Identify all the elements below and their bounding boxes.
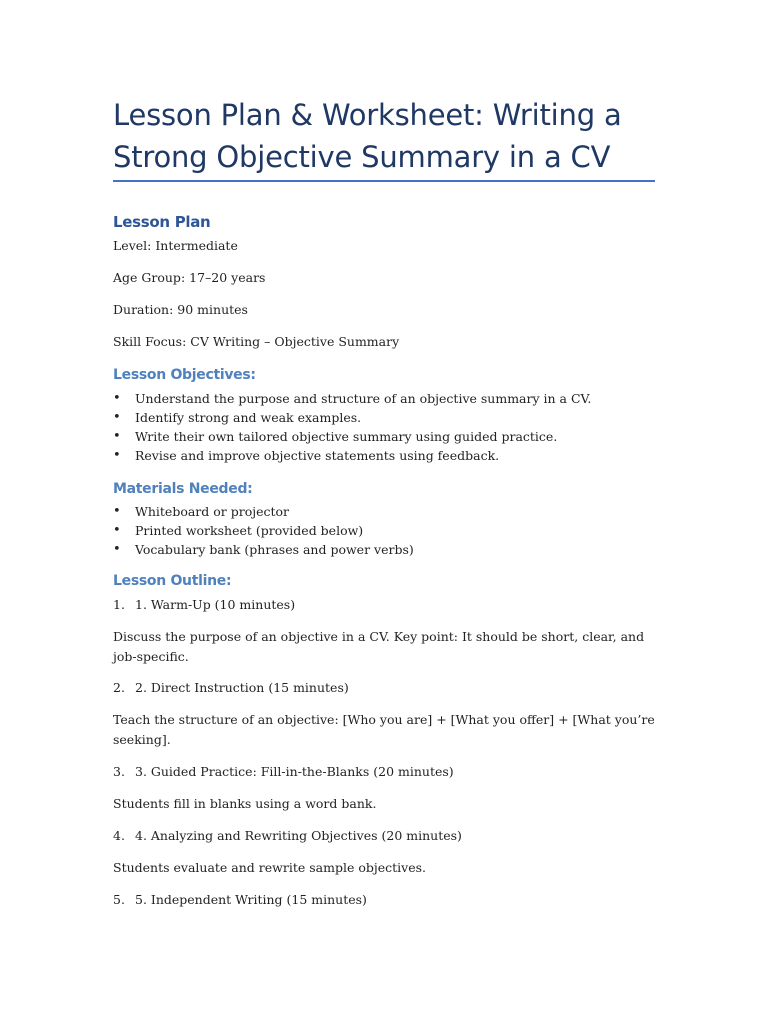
bullet-icon: •: [113, 429, 121, 444]
bullet-icon: •: [113, 410, 121, 425]
lesson-plan-heading: Lesson Plan: [113, 213, 211, 231]
list-item: • Vocabulary bank (phrases and power verbs): [113, 542, 414, 557]
bullet-icon: •: [113, 504, 121, 519]
outline-heading: Lesson Outline:: [113, 573, 232, 589]
outline-step-4-desc: Students evaluate and rewrite sample objectives.: [113, 860, 426, 875]
outline-step-5: 5. 5. Independent Writing (15 minutes): [113, 892, 367, 907]
outline-step-2-desc: Teach the structure of an objective: [Who you are] + [What you offer] + [What you’re seeking].: [113, 712, 655, 747]
outline-step-3-desc: Students fill in blanks using a word bank.: [113, 796, 377, 811]
objectives-list: [113, 389, 655, 465]
skill-focus-text: Skill Focus: CV Writing – Objective Summary: [113, 334, 400, 349]
list-item: • Printed worksheet (provided below): [113, 523, 364, 538]
bullet-icon: •: [113, 448, 121, 463]
list-item: • Understand the purpose and structure of an objective summary in a CV.: [113, 391, 592, 406]
list-item: • Whiteboard or projector: [113, 504, 290, 519]
age-group-text: Age Group: 17–20 years: [113, 270, 266, 285]
materials-heading: Materials Needed:: [113, 481, 253, 497]
materials-list: [113, 502, 655, 559]
level-text: Level: Intermediate: [113, 238, 238, 253]
outline-step-1-desc: Discuss the purpose of an objective in a CV. Key point: It should be short, clear, and job-specific.: [113, 629, 645, 664]
bullet-icon: •: [113, 391, 121, 406]
list-item: • Identify strong and weak examples.: [113, 410, 362, 425]
bullet-icon: •: [113, 542, 121, 557]
bullet-icon: •: [113, 523, 121, 538]
outline-step-1: 1. 1. Warm-Up (10 minutes): [113, 597, 296, 612]
outline-step-4: 4. 4. Analyzing and Rewriting Objectives (20 minutes): [113, 828, 462, 843]
document-title: Lesson Plan & Worksheet: Writing a Strong Objective Summary in a CV: [113, 98, 622, 174]
list-item: • Write their own tailored objective summary using guided practice.: [113, 429, 558, 444]
objectives-heading: Lesson Objectives:: [113, 367, 256, 383]
outline-step-3: 3. 3. Guided Practice: Fill-in-the-Blanks (20 minutes): [113, 764, 454, 779]
list-item: • Revise and improve objective statements using feedback.: [113, 448, 500, 463]
duration-text: Duration: 90 minutes: [113, 302, 248, 317]
title-underline: [113, 180, 655, 182]
outline-step-2: 2. 2. Direct Instruction (15 minutes): [113, 680, 349, 695]
